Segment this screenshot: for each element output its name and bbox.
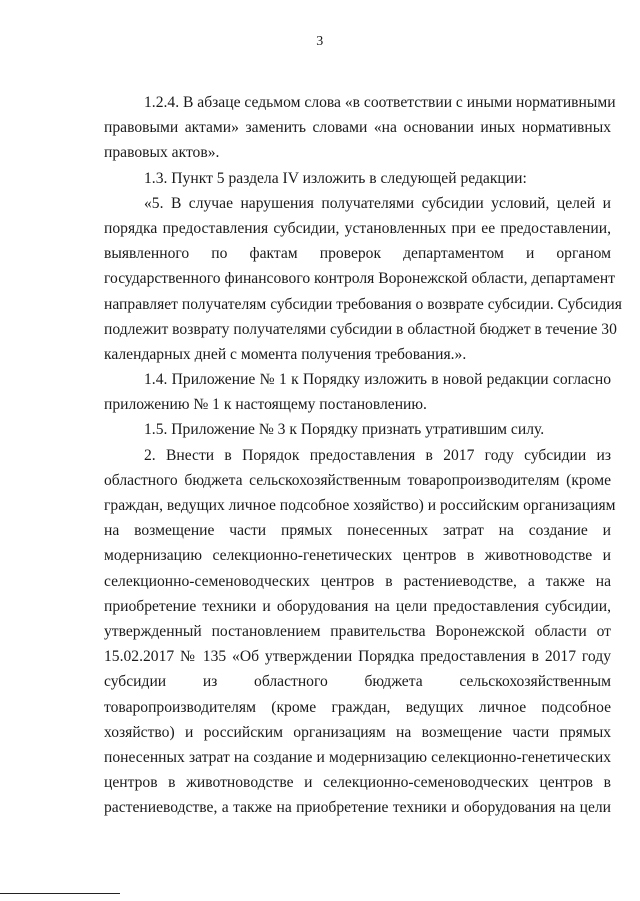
paragraph-2-line-12: хозяйство) и российским организациям на возмещение части прямых xyxy=(104,723,611,741)
paragraph-2-line-13: понесенных затрат на создание и модернизацию селекционно-генетических xyxy=(104,748,611,766)
paragraph-2-line-9: 15.02.2017 № 135 «Об утверждении Порядка предоставления в 2017 году xyxy=(104,648,611,666)
paragraph-1-3-line-1: 1.3. Пункт 5 раздела IV изложить в следующей редакции: xyxy=(144,169,527,187)
paragraph-2-line-8: утвержденный постановлением правительства Воронежской области от xyxy=(104,622,611,640)
paragraph-1-2-4-line-1: 1.2.4. В абзаце седьмом слова «в соответствии с иными нормативными xyxy=(144,94,616,111)
paragraph-2-line-14: центров в животноводстве и селекционно-семеноводческих центров в xyxy=(104,774,611,792)
paragraph-2-line-1: 2. Внести в Порядок предоставления в 2017 году субсидии из xyxy=(144,446,611,464)
paragraph-1-2-4-line-2: правовыми актами» заменить словами «на основании иных нормативных xyxy=(104,119,611,137)
page-number: 3 xyxy=(316,34,324,49)
paragraph-2-line-7: приобретение техники и оборудования на цели предоставления субсидии, xyxy=(104,597,611,615)
document-body xyxy=(104,90,622,820)
paragraph-5-line-3: выявленного по фактам проверок департаментом и органом xyxy=(104,245,611,263)
paragraph-2-line-3: граждан, ведущих личное подсобное хозяйство) и российским организациям xyxy=(104,497,616,514)
paragraph-5-line-5: направляет получателям субсидии требования о возврате субсидии. Субсидия xyxy=(104,295,622,313)
paragraph-1-5-line-1: 1.5. Приложение № 3 к Порядку признать утратившим силу. xyxy=(144,421,545,439)
paragraph-2-line-5: модернизацию селекционно-генетических центров в животноводстве и xyxy=(104,547,611,565)
paragraph-1-2-4-line-3: правовых актов». xyxy=(104,144,220,162)
paragraph-5-line-7: календарных дней с момента получения требования.». xyxy=(104,345,467,363)
footer-rule xyxy=(0,893,120,894)
paragraph-1-4-line-1: 1.4. Приложение № 1 к Порядку изложить в новой редакции согласно xyxy=(144,371,611,389)
paragraph-2-line-4: на возмещение части прямых понесенных затрат на создание и xyxy=(104,522,611,540)
paragraph-2-line-15: растениеводстве, а также на приобретение техники и оборудования на цели xyxy=(104,799,611,817)
paragraph-5-line-4: государственного финансового контроля Воронежской области, департамент xyxy=(104,270,616,288)
paragraph-2-line-11: товаропроизводителям (кроме граждан, ведущих личное подсобное xyxy=(104,698,611,716)
paragraph-1-4-line-2: приложению № 1 к настоящему постановлению. xyxy=(104,396,427,414)
paragraph-2-line-10: субсидии из областного бюджета сельскохозяйственным xyxy=(104,673,611,691)
paragraph-2-line-2: областного бюджета сельскохозяйственным товаропроизводителям (кроме xyxy=(104,471,611,489)
paragraph-5-line-1: «5. В случае нарушения получателями субсидии условий, целей и xyxy=(144,194,611,212)
paragraph-5-line-6: подлежит возврату получателями субсидии в областной бюджет в течение 30 xyxy=(104,320,617,338)
paragraph-5-line-2: порядка предоставления субсидии, установленных при ее предоставлении, xyxy=(104,219,611,237)
paragraph-2-line-6: селекционно-семеноводческих центров в растениеводстве, а также на xyxy=(104,572,611,590)
